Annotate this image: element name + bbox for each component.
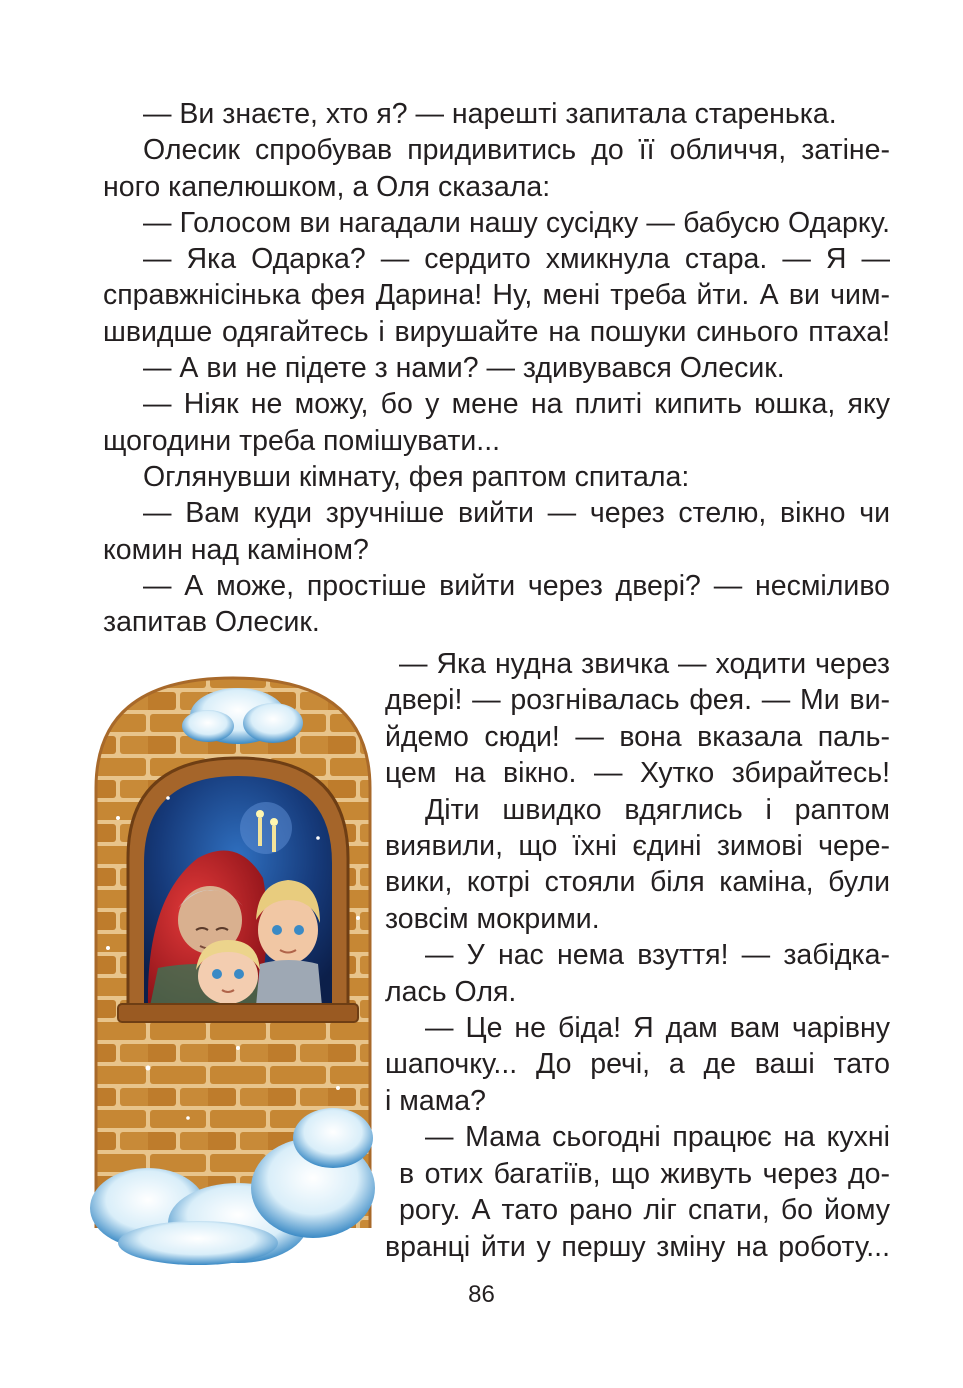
text-line: — Ви знаєте, хто я? — нарешті запитала старенька. <box>143 98 837 130</box>
text-line: — Вам куди зручніше вийти — через стелю, вікно чи <box>143 497 890 530</box>
page-number: 86 <box>468 1281 495 1308</box>
text-line: в отих багатіїв, що живуть через до- <box>399 1157 890 1190</box>
text-line: запитав Олесик. <box>103 606 320 639</box>
text-line: — Голосом ви нагадали нашу сусідку — бабусю Одарку. <box>143 206 890 239</box>
text-line: Діти швидко вдяглись і раптом <box>425 793 890 826</box>
text-line: — Мама сьогодні працює на кухні <box>425 1121 890 1154</box>
paragraph-3 <box>103 205 890 241</box>
text-line: Олесик спробував придивитись до її обличчя, затіне- <box>143 134 890 167</box>
text-line: — А ви не підете з нами? — здивувався Олесик. <box>143 352 785 385</box>
text-line: зовсім мокрими. <box>385 902 600 935</box>
text-line: вики, котрі стояли біля каміна, були <box>385 866 890 899</box>
paragraph-7 <box>103 459 890 495</box>
text-line: — А може, простіше вийти через двері? — несміливо <box>143 569 890 602</box>
text-line: ного капелюшком, а Оля сказала: <box>103 170 551 203</box>
window <box>118 758 358 1022</box>
text-line: — Ніяк не можу, бо у мене на плиті кипить юшка, яку <box>143 388 890 421</box>
paragraph-4 <box>103 241 890 350</box>
story-text-top <box>103 96 890 640</box>
paragraph-5 <box>103 350 890 386</box>
text-line: цем на вікно. — Хутко збирайтесь! <box>385 757 890 790</box>
illustration-svg <box>88 668 378 1268</box>
text-line: рогу. А тато рано ліг спати, бо йому <box>399 1194 890 1227</box>
text-line: виявили, що їхні єдині зимові чере- <box>385 830 890 863</box>
text-line: йдемо сюди! — вона вказала паль- <box>385 720 890 753</box>
text-line: — У нас нема взуття! — забідка- <box>425 939 890 972</box>
paragraph-2 <box>103 132 890 205</box>
paragraph-6 <box>103 386 890 459</box>
paragraph-9 <box>103 568 890 641</box>
text-line: вранці йти у першу зміну на роботу... <box>385 1230 890 1263</box>
text-line: і мама? <box>385 1084 486 1117</box>
text-line: шапочку... До речі, а де ваші тато <box>385 1048 890 1081</box>
text-line: комин над каміном? <box>103 533 369 566</box>
text-line: — Це не біда! Я дам вам чарівну <box>425 1012 890 1045</box>
fairy-window-illustration <box>88 668 378 1268</box>
text-line: Оглянувши кімнату, фея раптом спитала: <box>143 460 690 493</box>
text-line: швидше одягайтесь і вирушайте на пошуки синього птаха! <box>103 315 890 348</box>
text-line: лась Оля. <box>385 975 517 1008</box>
text-line: щогодини треба помішувати... <box>103 424 501 457</box>
paragraph-8 <box>103 495 890 568</box>
text-line: — Яка Одарка? — сердито хмикнула стара. — Я — <box>143 243 890 276</box>
text-line: двері! — розгнівалась фея. — Ми ви- <box>385 684 890 717</box>
text-line: — Яка нудна звичка — ходити через <box>399 648 890 680</box>
story-text-right <box>385 646 890 1265</box>
paragraph-1 <box>103 96 890 132</box>
text-line: справжнісінька фея Дарина! Ну, мені треба йти. А ви чим- <box>103 279 890 312</box>
